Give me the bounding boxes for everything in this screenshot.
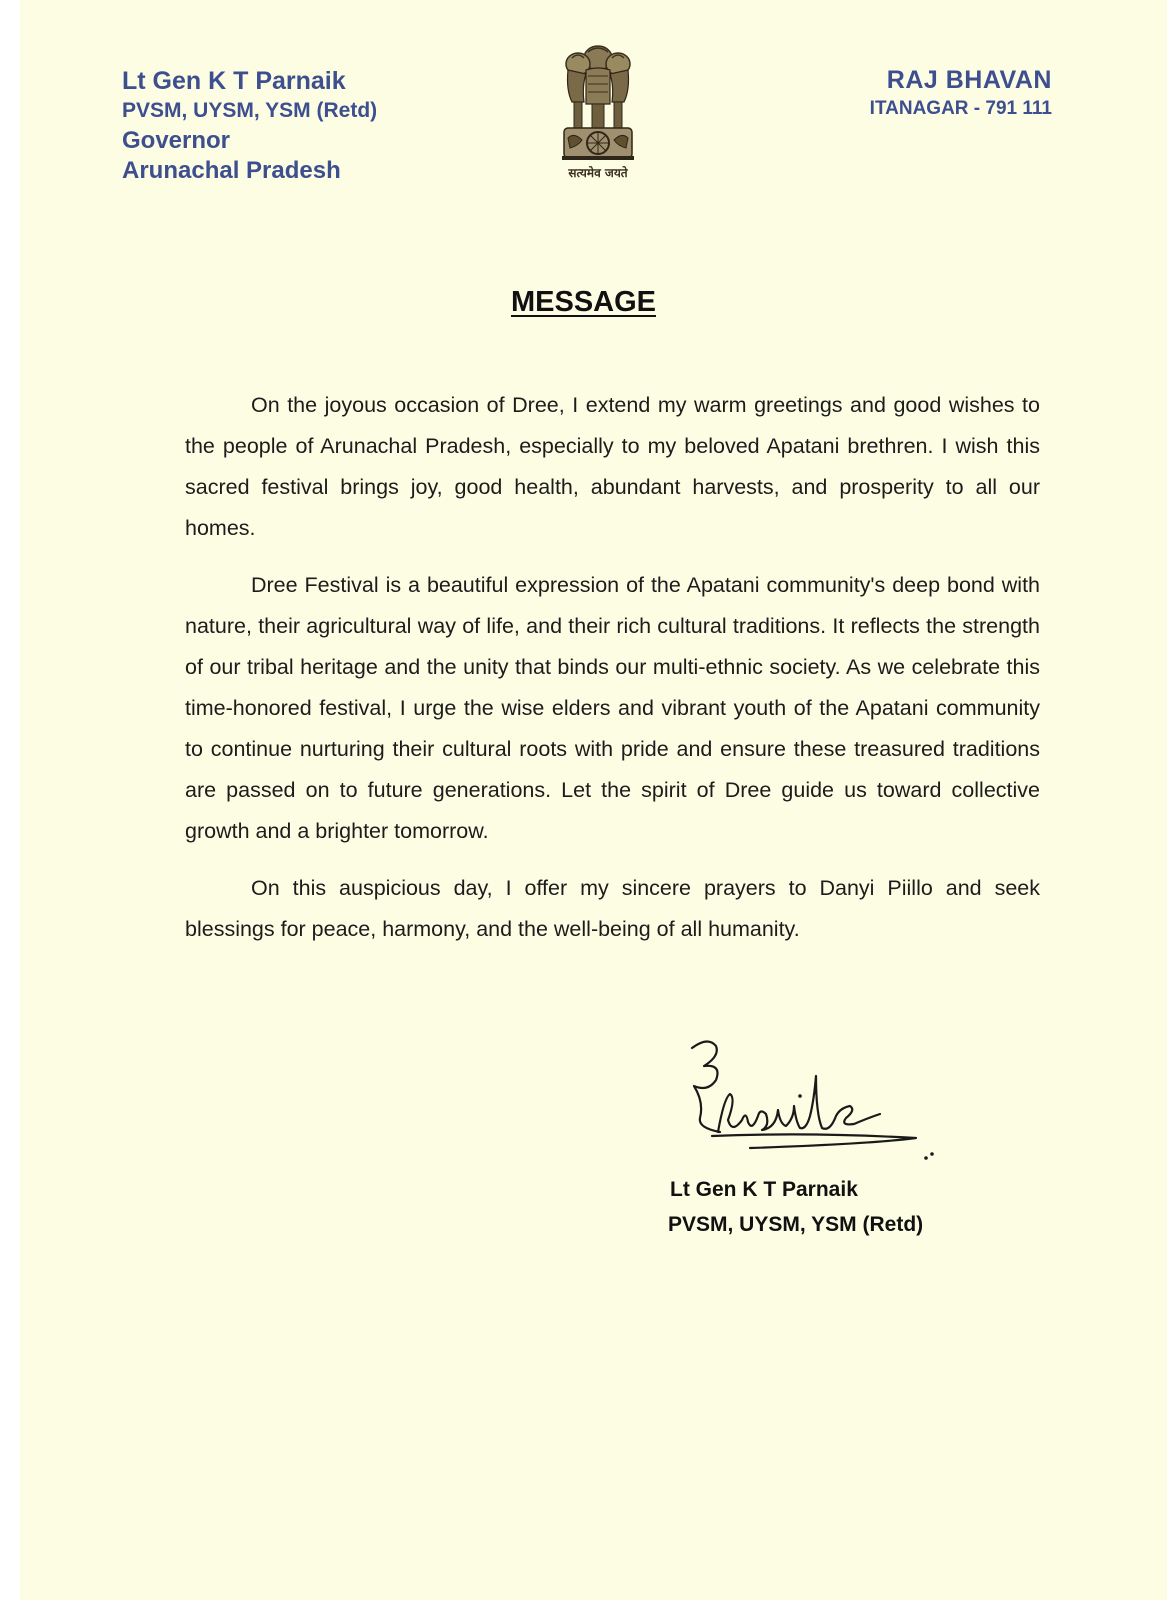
signatory-block <box>668 1172 923 1242</box>
emblem-motto: सत्यमेव जयते <box>568 166 628 180</box>
message-paragraph: Dree Festival is a beautiful expression of the Apatani community's deep bond with nature, their agricultural way of life, and their rich cultural traditions. It reflects the strength of our tribal heritage and the unity that binds our multi-ethnic society. As we celebrate this time-honored festival, I urge the wise elders and vibrant youth of the Apatani community to continue nurturing their cultural roots with pride and ensure these treasured traditions are passed on to future generations. Let the spirit of Dree guide us toward collective growth and a brighter tomorrow. <box>185 573 1040 843</box>
sender-state: Arunachal Pradesh <box>122 157 341 184</box>
sender-designation: Governor <box>122 127 231 154</box>
page-title: MESSAGE <box>510 286 657 318</box>
sender-honours: PVSM, UYSM, YSM (Retd) <box>122 99 378 122</box>
signatory-name: Lt Gen K T Parnaik <box>670 1178 858 1201</box>
handwritten-signature <box>690 1036 940 1166</box>
office-address-block <box>870 64 1052 122</box>
office-name: RAJ BHAVAN <box>886 66 1052 94</box>
message-paragraph: On this auspicious day, I offer my sincere prayers to Danyi Piillo and seek blessings for peace, harmony, and the well-being of all humanity. <box>185 876 1040 941</box>
signatory-honours: PVSM, UYSM, YSM (Retd) <box>668 1213 924 1236</box>
message-paragraph: On the joyous occasion of Dree, I extend my warm greetings and good wishes to the people of Arunachal Pradesh, especially to my beloved Apatani brethren. I wish this sacred festival brings joy, good health, abundant harvests, and prosperity to all our homes. <box>185 393 1040 540</box>
letterhead-sender-block <box>122 66 377 186</box>
message-body <box>185 385 1040 966</box>
office-address: ITANAGAR - 791 111 <box>869 98 1052 119</box>
sender-name: Lt Gen K T Parnaik <box>122 67 346 95</box>
